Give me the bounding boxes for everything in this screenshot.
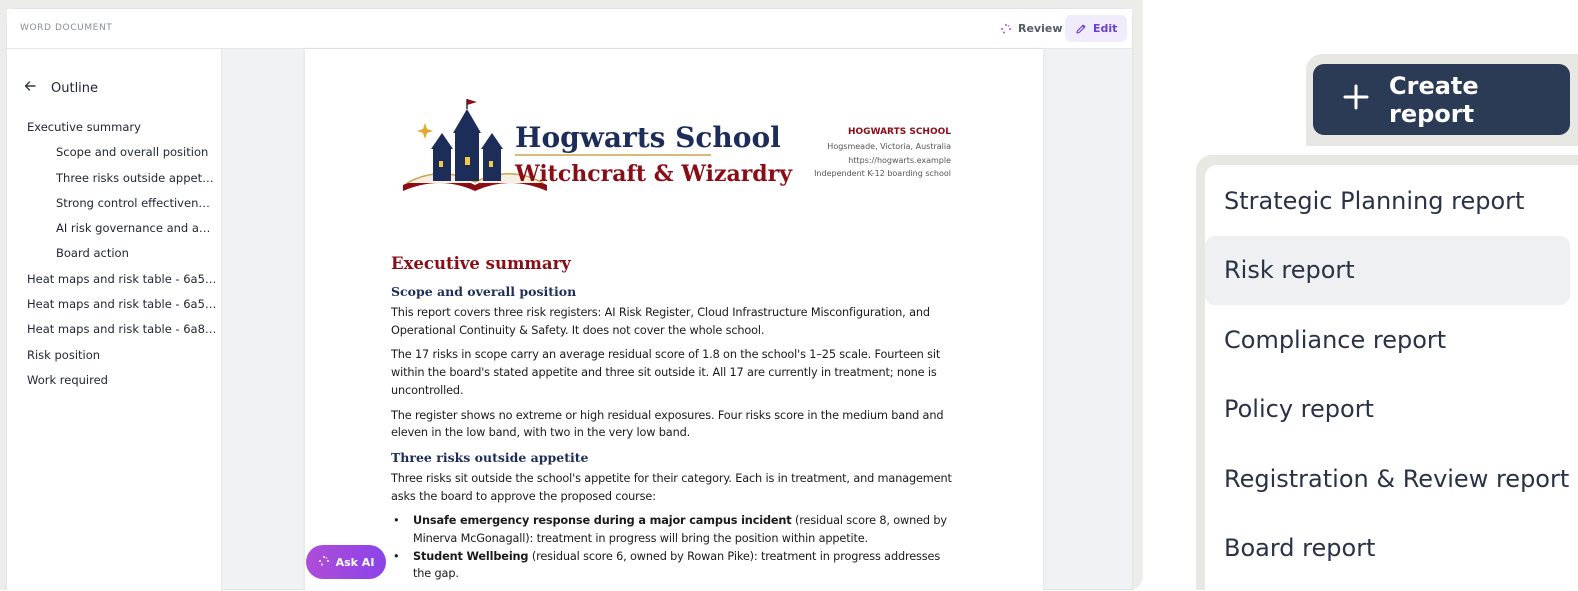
outline-item[interactable]: Scope and overall position: [56, 145, 209, 160]
school-description: Independent K-12 boarding school: [814, 169, 951, 178]
document-type-label: WORD DOCUMENT: [20, 23, 113, 33]
create-report-container: [1306, 54, 1578, 146]
paragraph: Three risks sit outside the school's appetite for their category. Each is in treatment, and management asks the board to approve the proposed course:: [391, 471, 952, 503]
outline-item[interactable]: Heat maps and risk table - 6a8…: [27, 322, 217, 337]
review-button[interactable]: [990, 15, 1073, 42]
outline-header: [23, 79, 98, 98]
plus-icon: [1343, 84, 1369, 116]
outline-item[interactable]: Executive summary: [27, 120, 141, 134]
outline-item[interactable]: Three risks outside appet…: [56, 170, 214, 185]
school-url: https://hogwarts.example: [848, 155, 951, 165]
edit-label: Edit: [1093, 22, 1118, 35]
outline-item[interactable]: Heat maps and risk table - 6a5…: [27, 271, 217, 286]
bullet-list: [391, 512, 961, 583]
report-menu-item[interactable]: Risk report: [1205, 236, 1570, 305]
school-contact-block: [814, 127, 951, 181]
bullet-text: (residual score 6, owned by Rowan Pike): treatment in progress addresses the gap.: [413, 549, 941, 581]
report-menu-item[interactable]: Compliance report: [1224, 325, 1447, 354]
document-page: [305, 49, 1043, 591]
pencil-icon: [1075, 23, 1087, 35]
logo-wordmark-line1: Hogwarts School: [515, 121, 781, 154]
paragraph: The 17 risks in scope carry an average residual score of 1.8 on the school's 1–25 scale. Fourteen sit within the board's stated appetite and three sit outside it. All 17 are currently in treatment; none is uncontrolled.: [391, 348, 941, 397]
document-toolbar: [7, 9, 1132, 49]
outline-item[interactable]: Risk position: [27, 347, 101, 362]
create-report-button[interactable]: [1313, 64, 1570, 135]
outline-item[interactable]: Strong control effectiven…: [56, 195, 210, 210]
school-name: HOGWARTS SCHOOL: [848, 127, 951, 137]
report-menu-item[interactable]: Strategic Planning report: [1224, 186, 1525, 215]
edit-button[interactable]: [1065, 15, 1127, 42]
bullet-bold: Unsafe emergency response during a major campus incident: [413, 514, 792, 528]
school-logo: [395, 97, 793, 197]
report-menu-container: [1196, 155, 1578, 590]
outline-item[interactable]: Heat maps and risk table - 6a5…: [27, 297, 217, 312]
bullet-text: (residual score 8, owned by Minerva McGonagall): treatment in progress will bring the position within appetite.: [413, 514, 947, 546]
back-arrow-icon[interactable]: [23, 79, 37, 98]
paragraph: The register shows no extreme or high residual exposures. Four risks score in the medium band and eleven in the low band, with two in the very low band.: [391, 408, 944, 440]
subsection-heading: Scope and overall position: [391, 284, 577, 299]
outline-item[interactable]: Board action: [56, 246, 129, 261]
paragraph: This report covers three risk registers: AI Risk Register, Cloud Infrastructure Misconfiguration, and Operational Continuity & Safety. It does not cover the whole school.: [391, 306, 930, 337]
outline-title: Outline: [51, 81, 99, 96]
report-type-menu: [1205, 165, 1578, 590]
section-heading: Executive summary: [391, 254, 571, 273]
bullet-item: [391, 512, 961, 547]
outline-item[interactable]: AI risk governance and a…: [56, 221, 211, 236]
document-body[interactable]: [391, 254, 961, 583]
school-address: Hogsmeade, Victoria, Australia: [827, 142, 951, 151]
subsection-heading: Three risks outside appetite: [391, 449, 589, 465]
report-menu-item[interactable]: Policy report: [1224, 395, 1374, 423]
report-menu-item[interactable]: Board report: [1224, 534, 1376, 562]
outline-item[interactable]: Work required: [27, 372, 108, 387]
outline-sidebar: [7, 49, 222, 591]
sparkle-icon: [1000, 23, 1012, 35]
outline-list: [7, 115, 222, 393]
report-menu-item[interactable]: Registration & Review report: [1224, 464, 1570, 493]
sparkle-icon: [318, 555, 330, 570]
bullet-item: [391, 548, 961, 583]
document-panel: [6, 8, 1133, 590]
ask-ai-button[interactable]: [306, 545, 386, 579]
logo-wordmark-line2: Witchcraft & Wizardry: [515, 161, 793, 187]
ask-ai-label: Ask AI: [335, 555, 375, 569]
review-label: Review: [1018, 22, 1063, 35]
bullet-bold: Student Wellbeing: [413, 549, 529, 563]
create-report-label: Create report: [1389, 71, 1479, 128]
